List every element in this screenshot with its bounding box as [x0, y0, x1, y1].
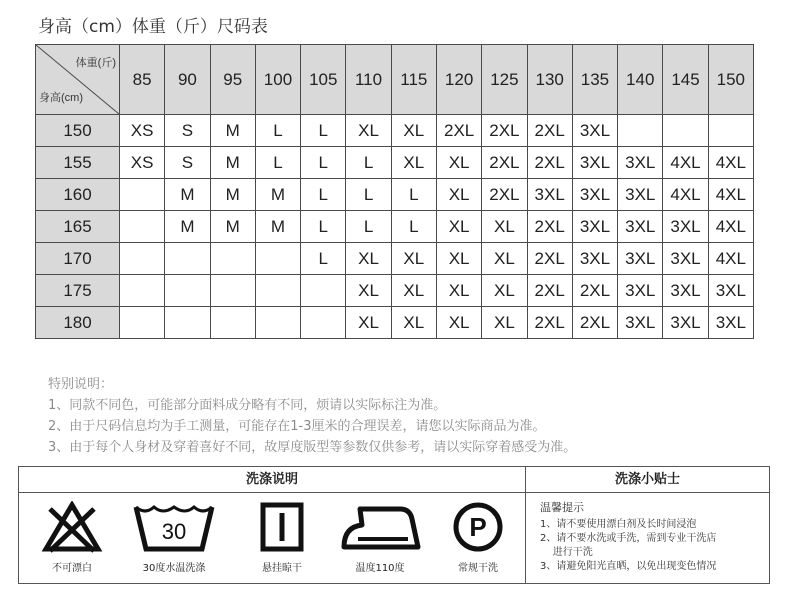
size-cell: M — [255, 211, 300, 243]
size-cell: XL — [436, 243, 481, 275]
height-header-cell: 165 — [36, 211, 120, 243]
weight-header-cell: 105 — [301, 45, 346, 115]
size-cell: XL — [436, 179, 481, 211]
size-cell: 2XL — [436, 115, 481, 147]
size-cell: 3XL — [618, 147, 663, 179]
size-cell: XL — [346, 243, 391, 275]
notes-heading: 特别说明： — [48, 377, 114, 392]
size-cell: XL — [391, 275, 436, 307]
size-cell — [708, 115, 753, 147]
care-icon-label: 悬挂晾干 — [262, 563, 302, 574]
size-cell: L — [301, 115, 346, 147]
weight-header-cell: 90 — [165, 45, 210, 115]
wash-temp-text: 30 — [161, 519, 187, 544]
weight-header-cell: 120 — [436, 45, 481, 115]
size-cell: 4XL — [708, 147, 753, 179]
tip-item: 2、请不要水洗或手洗，需到专业干洗店 进行干洗 — [540, 533, 717, 558]
weight-header-cell: 135 — [572, 45, 617, 115]
size-cell: 3XL — [572, 147, 617, 179]
table-row — [36, 211, 754, 243]
weight-header-cell: 125 — [482, 45, 527, 115]
size-cell: XL — [346, 115, 391, 147]
size-cell — [120, 307, 165, 339]
height-header-cell: 160 — [36, 179, 120, 211]
weight-header-cell: 145 — [663, 45, 708, 115]
size-cell — [255, 307, 300, 339]
size-cell: 2XL — [482, 147, 527, 179]
height-header-cell: 155 — [36, 147, 120, 179]
care-icon-label: 不可漂白 — [52, 563, 92, 574]
care-icon-item — [433, 501, 523, 574]
size-cell: 2XL — [527, 243, 572, 275]
size-cell: L — [301, 147, 346, 179]
size-cell: M — [210, 147, 255, 179]
table-row — [36, 179, 754, 211]
height-axis-label: 身高(cm) — [39, 92, 83, 104]
tip-item: 1、请不要使用漂白剂及长时间浸泡 — [540, 519, 697, 530]
size-cell: 3XL — [572, 211, 617, 243]
size-cell: M — [255, 179, 300, 211]
size-cell — [210, 307, 255, 339]
wash-30-icon — [132, 501, 216, 553]
size-cell: L — [255, 147, 300, 179]
size-cell: 4XL — [708, 211, 753, 243]
table-row — [36, 307, 754, 339]
weight-header-cell: 115 — [391, 45, 436, 115]
size-cell: 3XL — [572, 243, 617, 275]
size-cell — [210, 243, 255, 275]
size-cell: 3XL — [663, 211, 708, 243]
weight-header-cell: 95 — [210, 45, 255, 115]
size-cell: XL — [482, 211, 527, 243]
size-cell: L — [301, 243, 346, 275]
size-cell: L — [346, 211, 391, 243]
size-cell: 3XL — [618, 211, 663, 243]
table-header-row — [36, 45, 754, 115]
care-icon-item — [129, 501, 219, 574]
size-cell: 4XL — [663, 147, 708, 179]
weight-header-cell: 150 — [708, 45, 753, 115]
size-cell: L — [391, 211, 436, 243]
table-row — [36, 147, 754, 179]
size-cell: 3XL — [618, 243, 663, 275]
size-cell — [120, 179, 165, 211]
weight-header-cell: 140 — [618, 45, 663, 115]
weight-header-cell: 130 — [527, 45, 572, 115]
size-cell: M — [210, 115, 255, 147]
care-icon-label: 30度水温洗涤 — [142, 563, 206, 574]
table-corner-cell — [36, 45, 120, 115]
special-notes — [48, 374, 576, 458]
size-cell: L — [255, 115, 300, 147]
size-cell: XL — [482, 243, 527, 275]
size-cell — [165, 307, 210, 339]
size-cell: 2XL — [527, 147, 572, 179]
size-cell: XL — [436, 307, 481, 339]
no-bleach-icon — [40, 501, 104, 553]
size-cell: 2XL — [527, 115, 572, 147]
size-cell: L — [346, 147, 391, 179]
size-cell: 2XL — [482, 179, 527, 211]
page-title: 身高（cm）体重（斤）尺码表 — [38, 17, 268, 37]
weight-header-cell: 100 — [255, 45, 300, 115]
size-cell: M — [210, 179, 255, 211]
size-cell: 2XL — [527, 307, 572, 339]
size-cell: 3XL — [572, 179, 617, 211]
height-header-cell: 170 — [36, 243, 120, 275]
size-cell — [120, 211, 165, 243]
table-row — [36, 115, 754, 147]
size-cell: 3XL — [618, 307, 663, 339]
size-cell: 2XL — [527, 275, 572, 307]
size-cell — [120, 243, 165, 275]
size-cell: XL — [391, 147, 436, 179]
tips-heading: 温馨提示 — [540, 501, 584, 514]
size-cell: 3XL — [708, 275, 753, 307]
size-cell — [301, 307, 346, 339]
care-instructions-box — [18, 466, 770, 584]
size-cell: 3XL — [663, 275, 708, 307]
size-cell — [301, 275, 346, 307]
table-row — [36, 243, 754, 275]
size-chart-table — [35, 44, 754, 339]
size-cell: 2XL — [572, 307, 617, 339]
wash-instructions-title: 洗涤说明 — [19, 467, 525, 493]
size-cell: XL — [482, 275, 527, 307]
size-cell: 3XL — [572, 115, 617, 147]
size-cell: 4XL — [708, 179, 753, 211]
size-cell: M — [165, 179, 210, 211]
size-cell: XL — [436, 211, 481, 243]
care-icon-item — [27, 501, 117, 574]
height-header-cell: 150 — [36, 115, 120, 147]
size-cell: XL — [346, 275, 391, 307]
size-cell: 3XL — [527, 179, 572, 211]
care-icon-item — [237, 501, 327, 574]
size-cell: 4XL — [663, 179, 708, 211]
size-cell: S — [165, 147, 210, 179]
size-cell: XL — [436, 275, 481, 307]
height-header-cell: 175 — [36, 275, 120, 307]
note-item: 1、同款不同色，可能部分面料成分略有不同，烦请以实际标注为准。 — [48, 398, 447, 413]
size-cell — [255, 243, 300, 275]
size-cell: 3XL — [618, 179, 663, 211]
size-cell — [165, 243, 210, 275]
dry-clean-letter: P — [469, 512, 487, 542]
tip-item: 3、请避免阳光直晒，以免出现变色情况 — [540, 561, 717, 572]
note-item: 3、由于每个人身材及穿着喜好不同，故厚度版型等参数仅供参考，请以实际穿着感受为准。 — [48, 440, 577, 455]
care-icon-label: 常规干洗 — [458, 563, 498, 574]
size-cell: L — [301, 211, 346, 243]
size-cell: 2XL — [572, 275, 617, 307]
size-cell — [663, 115, 708, 147]
size-cell: M — [165, 211, 210, 243]
height-header-cell: 180 — [36, 307, 120, 339]
iron-110-icon — [338, 501, 422, 553]
size-cell: XL — [391, 307, 436, 339]
wash-tips-panel — [526, 467, 769, 583]
size-cell — [120, 275, 165, 307]
table-row — [36, 275, 754, 307]
size-cell: XL — [436, 147, 481, 179]
size-cell: XL — [482, 307, 527, 339]
wash-tips-title: 洗涤小贴士 — [526, 467, 769, 493]
size-cell: XL — [391, 243, 436, 275]
wash-instructions-panel — [19, 467, 526, 583]
hang-dry-icon — [257, 501, 307, 553]
size-cell: XS — [120, 115, 165, 147]
size-cell: 4XL — [708, 243, 753, 275]
weight-axis-label: 体重(斤) — [75, 57, 116, 69]
size-cell: XL — [346, 307, 391, 339]
size-cell: M — [210, 211, 255, 243]
size-cell — [165, 275, 210, 307]
size-cell: 2XL — [527, 211, 572, 243]
size-cell: L — [346, 179, 391, 211]
size-cell: XL — [391, 115, 436, 147]
size-cell — [255, 275, 300, 307]
care-icon-item — [335, 501, 425, 574]
size-cell: 2XL — [482, 115, 527, 147]
dry-clean-p-icon — [452, 501, 504, 553]
size-cell: S — [165, 115, 210, 147]
size-cell: 3XL — [618, 275, 663, 307]
note-item: 2、由于尺码信息均为手工测量，可能存在1-3厘米的合理误差，请您以实际商品为准。 — [48, 419, 546, 434]
size-cell: 3XL — [663, 243, 708, 275]
care-icon-label: 温度110度 — [355, 563, 405, 574]
weight-header-cell: 85 — [120, 45, 165, 115]
size-cell: L — [391, 179, 436, 211]
size-cell: 3XL — [708, 307, 753, 339]
size-cell — [210, 275, 255, 307]
size-cell: XS — [120, 147, 165, 179]
size-cell — [618, 115, 663, 147]
weight-header-cell: 110 — [346, 45, 391, 115]
size-cell: L — [301, 179, 346, 211]
size-cell: 3XL — [663, 307, 708, 339]
